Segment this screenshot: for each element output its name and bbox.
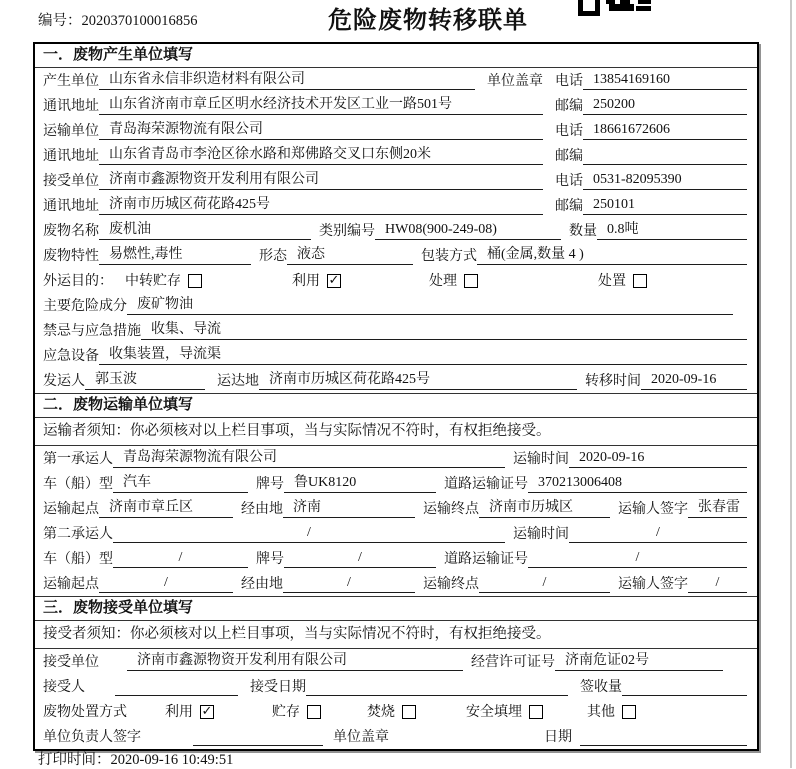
emergency-measures-row (35, 318, 757, 343)
section-1-header: 一．废物产生单位填写 (35, 44, 757, 68)
consignor-label: 发运人 (43, 374, 85, 389)
checkbox (633, 274, 647, 288)
section-2-header: 二．废物运输单位填写 (35, 393, 757, 418)
carrier-signature-2-label: 运输人签字 (618, 577, 688, 592)
print-time-label: 打印时间： (38, 752, 111, 768)
road-permit-label: 道路运输证号 (444, 477, 528, 492)
disposal-option-utilize: 利用 ✓ (165, 704, 213, 720)
receiver-phone-label: 电话 (555, 174, 583, 189)
vehicle-type-2-label: 车（船）型 (43, 552, 113, 567)
date-value (580, 744, 747, 746)
receiver-address-row (35, 193, 757, 218)
second-carrier-label: 第二承运人 (43, 527, 113, 542)
road-permit-2-value: / (528, 550, 747, 568)
qr-finder-pattern (578, 0, 600, 16)
second-carrier-row (35, 521, 757, 546)
receiver-label: 接受单位 (43, 174, 99, 189)
first-carrier-row (35, 446, 757, 471)
route-end-value: 济南市历城区 (479, 496, 610, 518)
route-start-label: 运输起点 (43, 502, 99, 517)
emergency-measures-value: 收集、导流 (141, 318, 747, 340)
waste-name-label: 废物名称 (43, 224, 99, 239)
receiver-zip-value: 250101 (583, 197, 747, 215)
purpose-option-utilize: 利用 ✓ (292, 273, 340, 289)
vehicle-type-value: 汽车 (113, 471, 248, 493)
hazard-components-label: 主要危险成分 (43, 299, 127, 314)
checkbox (464, 274, 478, 288)
transporter-phone-label: 电话 (555, 124, 583, 139)
receiver-value: 济南市鑫源物资开发利用有限公司 (99, 168, 543, 190)
producer-value: 山东省永信非织造材料有限公司 (99, 68, 475, 90)
second-carrier-value: / (113, 525, 505, 543)
route-end-label: 运输终点 (423, 502, 479, 517)
packing-value: 桶(金属,数量 4 ) (477, 243, 747, 265)
receiver-row (35, 168, 757, 193)
print-time (38, 748, 233, 769)
waste-traits-label: 废物特性 (43, 249, 99, 264)
plate-label: 牌号 (256, 477, 284, 492)
unit-stamp-2-label: 单位盖章 (333, 730, 389, 745)
doc-number (38, 9, 198, 30)
producer-row (35, 68, 757, 93)
checkbox (188, 274, 202, 288)
disposal-option-landfill: 安全填埋 (466, 701, 543, 721)
transfer-manifest-form (33, 42, 759, 751)
road-permit-value: 370213006408 (528, 475, 747, 493)
accept-date-label: 接受日期 (250, 680, 306, 695)
waste-name-row (35, 218, 757, 243)
waste-code-label: 类别编号 (319, 224, 375, 239)
vehicle-row-1 (35, 471, 757, 496)
consignor-value: 郭玉波 (85, 368, 205, 390)
accept-date-value (306, 694, 568, 696)
route-via-2-label: 经由地 (241, 577, 283, 592)
accept-unit-value: 济南市鑫源物资开发利用有限公司 (127, 649, 463, 671)
route-via-value: 济南 (283, 496, 415, 518)
plate-2-label: 牌号 (256, 552, 284, 567)
producer-address-value: 山东省济南市章丘区明水经济技术开发区工业一路501号 (99, 93, 543, 115)
hazard-components-value: 废矿物油 (127, 293, 733, 315)
transporter-zip-value (583, 163, 747, 165)
accept-person-value (115, 694, 238, 696)
plate-value: 鲁UK8120 (284, 471, 436, 493)
purpose-option-transfer-storage: 中转贮存 (125, 270, 202, 290)
purpose-option-dispose: 处置 (598, 270, 647, 290)
doc-number-label: 编号： (38, 13, 82, 29)
destination-value: 济南市历城区荷花路425号 (259, 368, 577, 390)
receiver-address-value: 济南市历城区荷花路425号 (99, 193, 543, 215)
producer-label: 产生单位 (43, 74, 99, 89)
route-via-label: 经由地 (241, 502, 283, 517)
checkbox-checked: ✓ (201, 704, 213, 719)
route-start-value: 济南市章丘区 (99, 496, 233, 518)
producer-phone-label: 电话 (555, 74, 583, 89)
emergency-measures-label: 禁忌与应急措施 (43, 324, 141, 339)
responsible-signature-label: 单位负责人签字 (43, 730, 141, 745)
vehicle-row-2 (35, 546, 757, 571)
route-row-1 (35, 496, 757, 521)
signed-qty-value (622, 694, 747, 696)
consignor-row (35, 368, 757, 393)
transport-time-2-value: / (569, 525, 747, 543)
permit-no-value: 济南危证02号 (555, 649, 723, 671)
transfer-purpose-row (35, 268, 757, 293)
accept-person-label: 接受人 (43, 680, 85, 695)
plate-2-value: / (284, 550, 436, 568)
transfer-date-label: 转移时间 (585, 374, 641, 389)
destination-label: 运达地 (217, 374, 259, 389)
responsible-signature-value (193, 744, 323, 746)
waste-form-label: 形态 (259, 249, 287, 264)
route-row-2 (35, 571, 757, 596)
transporter-notice: 运输者须知：你必须核对以上栏目事项，当与实际情况不符时，有权拒绝接受。 (35, 418, 757, 446)
disposal-option-storage: 贮存 (272, 701, 321, 721)
carrier-signature-label: 运输人签字 (618, 502, 688, 517)
route-start-2-label: 运输起点 (43, 577, 99, 592)
waste-code-value: HW08(900-249-08) (375, 222, 561, 240)
hazard-components-row (35, 293, 757, 318)
route-start-2-value: / (99, 575, 233, 593)
carrier-signature-value: 张春雷 (688, 496, 747, 518)
doc-title: 危险废物转移联单 (328, 8, 528, 34)
producer-address-label: 通讯地址 (43, 99, 99, 114)
section-3-header: 三．废物接受单位填写 (35, 596, 757, 621)
receiver-phone-value: 0531-82095390 (583, 172, 747, 190)
emergency-equipment-label: 应急设备 (43, 349, 99, 364)
waste-traits-value: 易燃性,毒性 (99, 243, 251, 265)
permit-no-label: 经营许可证号 (471, 655, 555, 670)
transport-time-label: 运输时间 (513, 452, 569, 467)
first-carrier-value: 青岛海荣源物流有限公司 (113, 446, 505, 468)
checkbox (529, 705, 543, 719)
transport-time-value: 2020-09-16 (569, 450, 747, 468)
waste-qty-label: 数量 (569, 224, 597, 239)
checkbox-checked: ✓ (328, 273, 340, 288)
transporter-address-label: 通讯地址 (43, 149, 99, 164)
road-permit-2-label: 道路运输证号 (444, 552, 528, 567)
producer-zip-label: 邮编 (555, 99, 583, 114)
route-end-2-value: / (479, 575, 610, 593)
transfer-date-value: 2020-09-16 (641, 372, 747, 390)
producer-address-row (35, 93, 757, 118)
emergency-equipment-row (35, 343, 757, 368)
producer-zip-value: 250200 (583, 97, 747, 115)
date-label: 日期 (544, 730, 572, 745)
accept-unit-label: 接受单位 (43, 655, 99, 670)
transport-time-2-label: 运输时间 (513, 527, 569, 542)
packing-label: 包装方式 (421, 249, 477, 264)
carrier-signature-2-value: / (688, 575, 747, 593)
checkbox (307, 705, 321, 719)
transporter-value: 青岛海荣源物流有限公司 (99, 118, 543, 140)
receiver-notice: 接受者须知：你必须核对以上栏目事项，当与实际情况不符时，有权拒绝接受。 (35, 621, 757, 649)
route-end-2-label: 运输终点 (423, 577, 479, 592)
vehicle-type-2-value: / (113, 550, 248, 568)
transporter-row (35, 118, 757, 143)
checkbox (402, 705, 416, 719)
unit-stamp-label: 单位盖章 (487, 74, 543, 89)
receiver-address-label: 通讯地址 (43, 199, 99, 214)
accept-person-row (35, 674, 757, 699)
checkbox (622, 705, 636, 719)
page-edge-line (790, 0, 792, 768)
emergency-equipment-value: 收集装置，导流渠 (99, 343, 747, 365)
disposal-option-other: 其他 (587, 701, 636, 721)
transporter-address-row (35, 143, 757, 168)
disposal-method-row (35, 699, 757, 724)
receiver-zip-label: 邮编 (555, 199, 583, 214)
vehicle-type-label: 车（船）型 (43, 477, 113, 492)
signed-qty-label: 签收量 (580, 680, 622, 695)
transporter-phone-value: 18661672606 (583, 122, 747, 140)
transporter-label: 运输单位 (43, 124, 99, 139)
purpose-option-treat: 处理 (429, 270, 478, 290)
transporter-zip-label: 邮编 (555, 149, 583, 164)
transporter-address-value: 山东省青岛市李沧区徐水路和郑佛路交叉口东侧20米 (99, 143, 543, 165)
qr-code-fragment (578, 0, 652, 11)
waste-name-value: 废机油 (99, 218, 311, 240)
waste-traits-row (35, 243, 757, 268)
transfer-purpose-label: 外运目的： (43, 274, 113, 289)
waste-qty-value: 0.8吨 (597, 218, 747, 240)
producer-phone-value: 13854169160 (583, 72, 747, 90)
print-time-value: 2020-09-16 10:49:51 (110, 752, 234, 768)
disposal-option-incinerate: 焚烧 (367, 701, 416, 721)
accept-unit-row (35, 649, 757, 674)
disposal-method-label: 废物处置方式 (43, 705, 127, 720)
first-carrier-label: 第一承运人 (43, 452, 113, 467)
route-via-2-value: / (283, 575, 415, 593)
waste-form-value: 液态 (287, 243, 413, 265)
responsible-signature-row (35, 724, 757, 749)
doc-number-value: 2020370100016856 (81, 13, 198, 29)
